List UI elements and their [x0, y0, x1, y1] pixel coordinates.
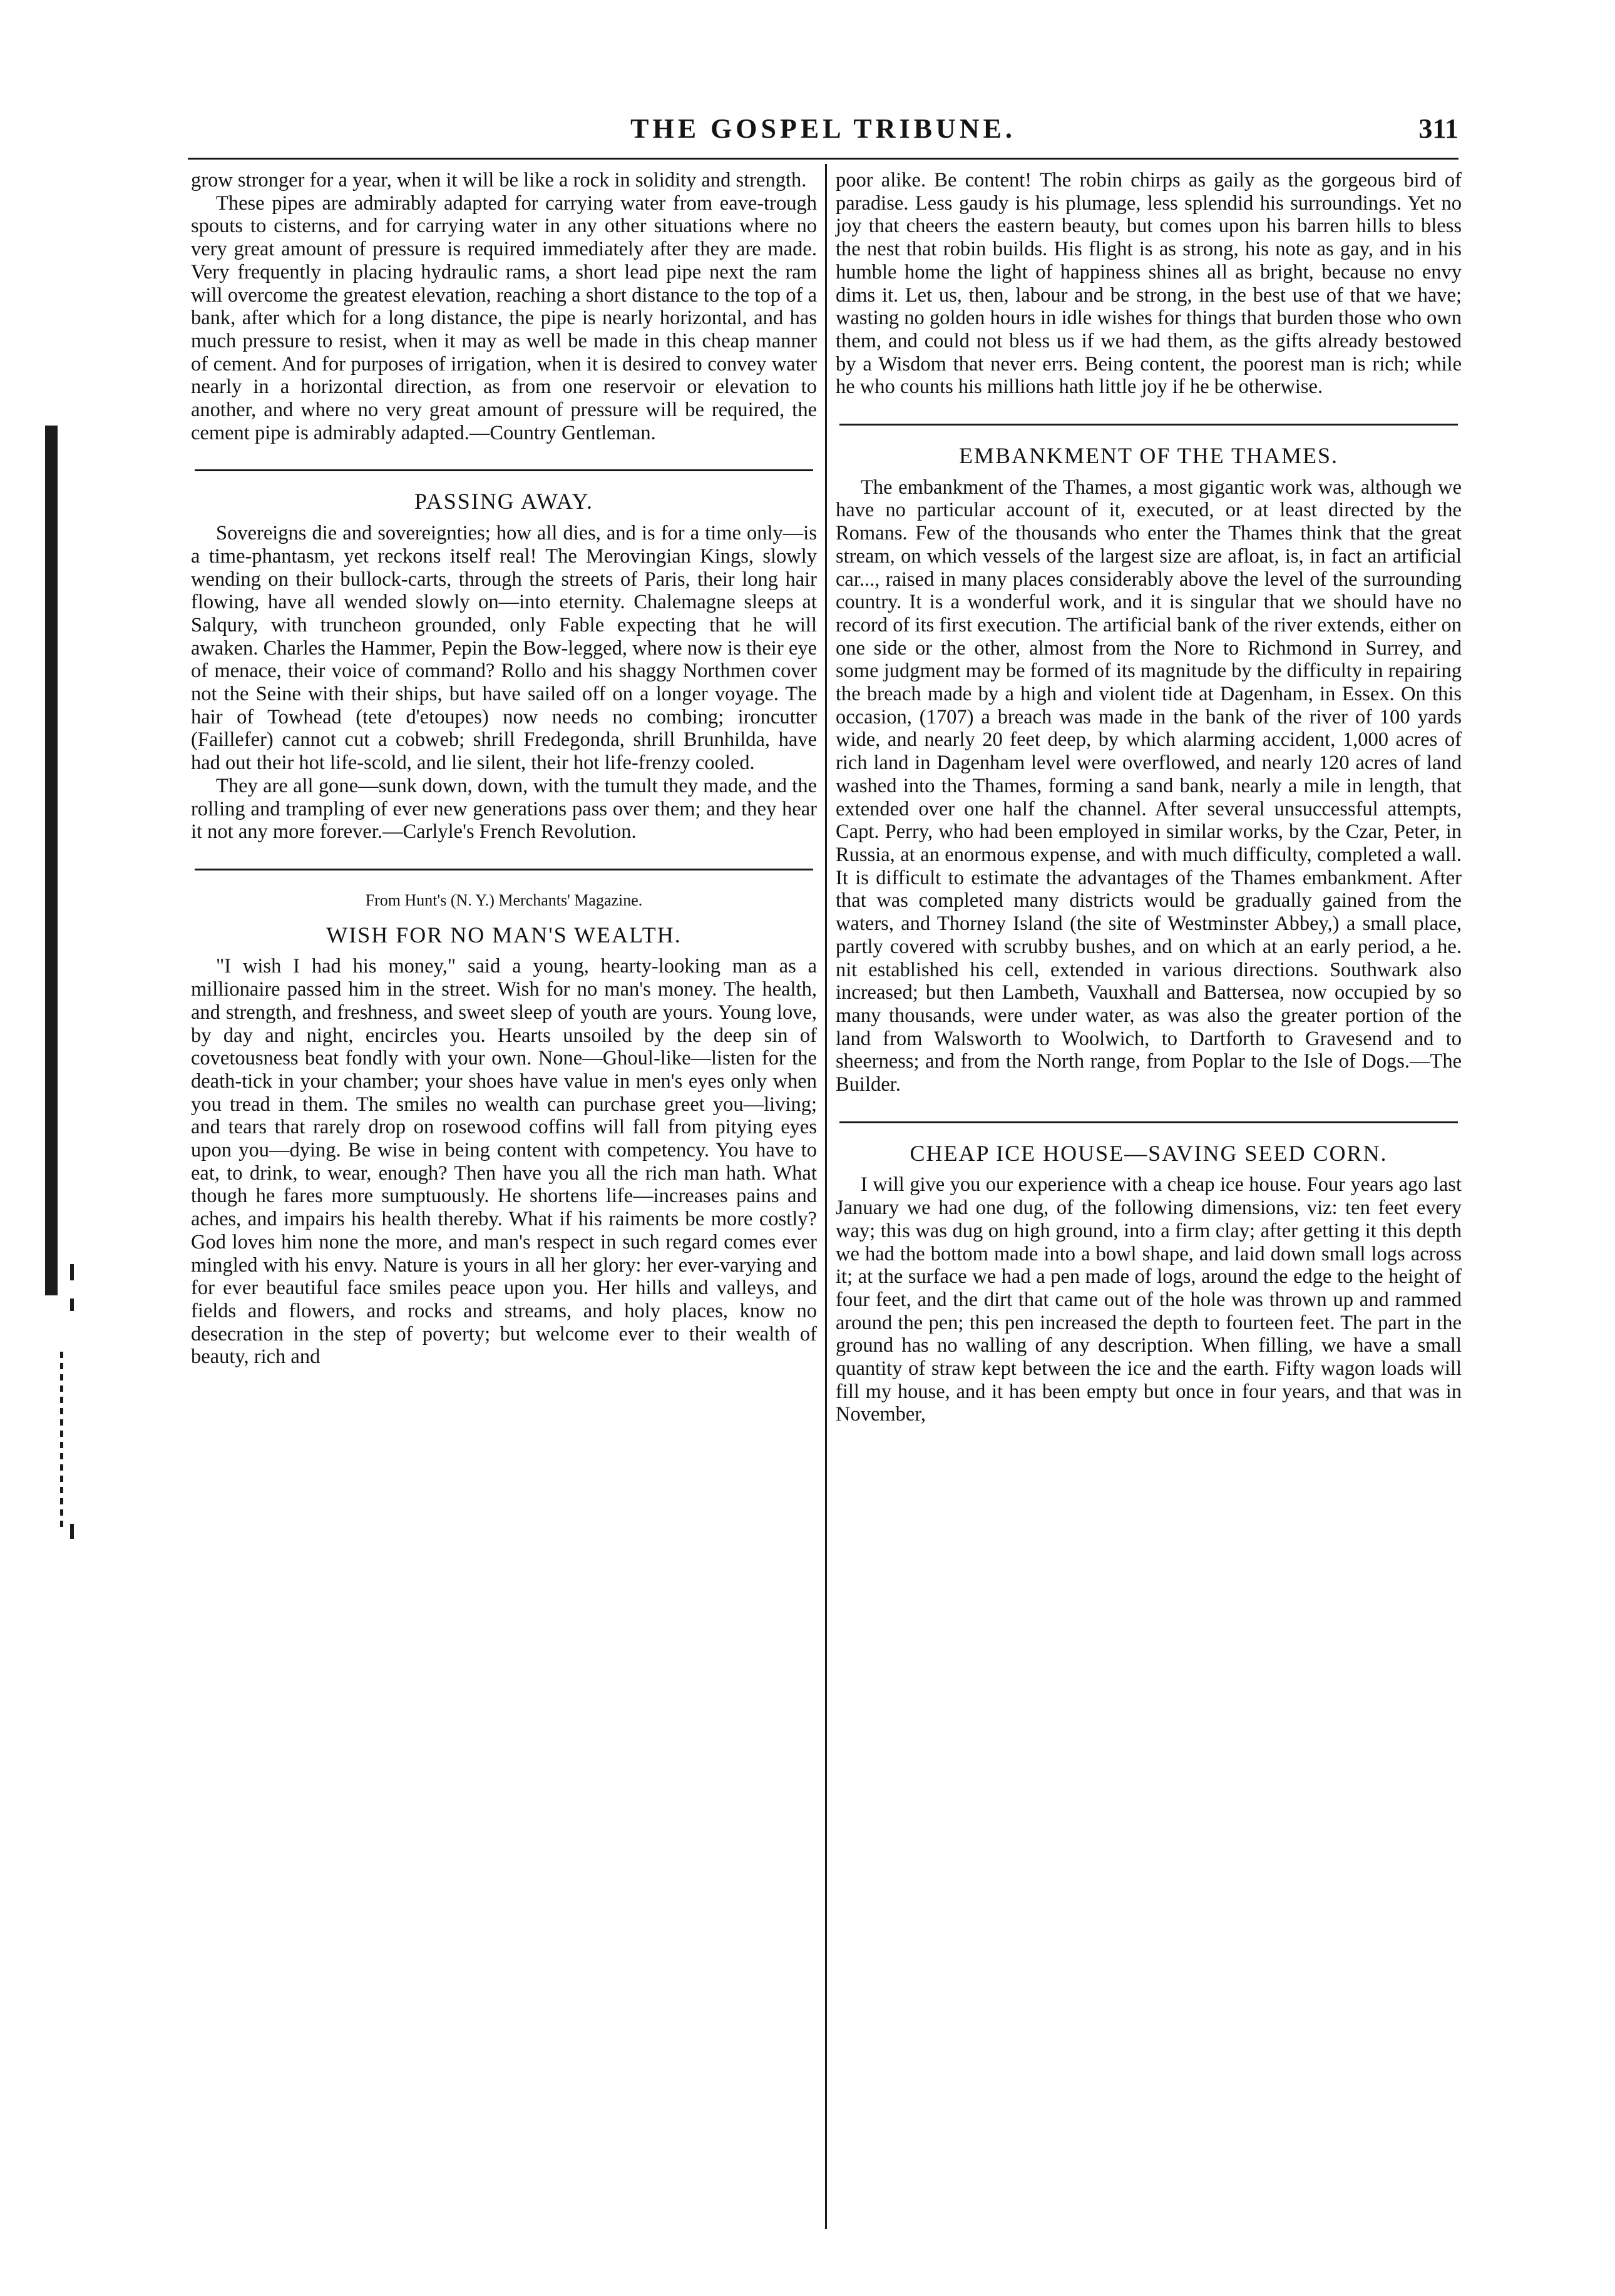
article-source: From Hunt's (N. Y.) Merchants' Magazine.	[365, 890, 643, 909]
ice-paragraph: I will give you our experience with a cheap ice house. Four years ago last January we had one dug, of the following dimensions, viz: ten feet every way; this was dug on high ground, into a firm clay; after getting it this depth we had the bottom made into a bowl shape, and laid down small logs across it; at the surface we had a pen made of logs, around the edge to the height of four feet, and the dirt that came out of the hole was thrown up and rammed around the pen; this pen increased the depth to fourteen feet. The part in the ground has no walling of any description. When filling, we have a small quantity of straw kept between the ice and the earth. Fifty wagon loads will fill my house, and it has been empty but once in four years, and that was in November,	[836, 1173, 1462, 1426]
wish-paragraph: "I wish I had his money," said a young, hearty-looking man as a millionaire passed him in the street. Wish for no man's money. The health, and strength, and freshness, and sweet sleep of youth are yours. Young love, by day and night, encircles you. Hearts unsoiled by the deep sin of covetousness beat fondly with your own. None—Ghoul-like—listen for the death-tick in your chamber; your shoes have value in men's eyes only when you tread in them. The smiles no wealth can purchase greet you—living; and tears that rarely drop on rosewood coffins will fall from pitying eyes upon you—dying. Be wise in being content with competency. You have to eat, to drink, to wear, enough? Then have you all the rich man hath. What though he fares more sumptuously. He shortens life—increases pains and aches, and impairs his health thereby. What if his raiments be more costly? God loves him none the more, and man's respect in such regard comes ever mingled with his envy. Nature is yours in all her glory: her ever-varying and for ever beautiful face smiles peace upon you. Her hills and valleys, and fields and flowers, and rocks and streams, and holy places, know no desecration in the step of poverty; but welcome ever to their wealth of beauty, rich and	[191, 955, 817, 1369]
cement-paragraph: These pipes are admirably adapted for carrying water from eave-trough spouts to cisterns, and for carrying water in any other situations where no very great amount of pressure is required immediately after they are made. Very frequently in placing hydraulic rams, a short lead pipe next the ram will overcome the greatest elevation, reaching a short distance to the top of a bank, after which for a long distance, the pipe is nearly horizontal, and has much pressure to resist, when it may as well be made in this cheap manner of cement. And for purposes of irrigation, when it is desired to convey water nearly in a horizontal direction, as from one reservoir or elevation to another, and where no very great amount of pressure will be required, the cement pipe is admirably adapted.—Country Gentleman.	[191, 191, 817, 444]
column-divider	[825, 164, 827, 2229]
article-title-ice-house: CHEAP ICE HOUSE—SAVING SEED CORN.	[910, 1140, 1388, 1166]
publication-title: THE GOSPEL TRIBUNE.	[630, 113, 1016, 144]
section-rule	[839, 424, 1458, 426]
section-rule	[839, 1121, 1458, 1123]
scan-margin-tick	[70, 1299, 74, 1311]
article-title-passing-away: PASSING AWAY.	[414, 489, 593, 514]
scan-margin-tick	[70, 1264, 74, 1280]
thames-paragraph: The embankment of the Thames, a most gigantic work was, although we have no particular account of it, executed, or at least directed by the Romans. Few of the thousands who enter the Thames think that the great stream, on which vessels of the largest size are afloat, is, in fact an artificial car..., raised in many places considerably above the level of the surrounding country. It is a wonderful work, and it is singular that we should have no record of its first execution. The artificial bank of the river extends, either on one side or the other, almost from the Nore to Richmond in Surrey, and some judgment may be formed of its magnitude by the difficulty in repairing the breach made by a high and violent tide at Dagenham, in Essex. On this occasion, (1707) a breach was made in the bank of the river of 100 yards wide, and nearly 20 feet deep, by which alarming accident, 1,000 acres of rich land in Dagenham level were overflowed, and nearly 120 acres of land washed into the Thames, forming a sand bank, nearly a mile in length, that extended over one half the channel. After several unsuccessful attempts, Capt. Perry, who had been employed in similar works, by the Czar, Peter, in Russia, at an enormous expense, and with much difficulty, completed a wall. It is difficult to estimate the advantages of the Thames embankment. After that was completed many districts would be gradually gained from the waters, and Thorney Island (the site of Westminster Abbey,) a small place, partly covered with scrubby bushes, and on which at an early period, a he. nit established his cell, extended in various directions. Southwark also increased; but then Lambeth, Vauxhall and Battersea, now occupied by so many thousands, were under water, as was also the greater portion of the land from Walsworth to Woolwich, to Dartforth to Gravesend and to sheerness; and from the North range, from Poplar to the Isle of Dogs.—The Builder.	[836, 476, 1462, 1096]
running-head	[188, 108, 1459, 151]
article-title-thames: EMBANKMENT OF THE THAMES.	[958, 443, 1339, 469]
wish-continuation: poor alike. Be content! The robin chirps as gaily as the gorgeous bird of paradise. Less gaudy is his plumage, less splendid his surroundings. Yet no joy that cheers the eastern beauty, but comes upon his barren hills to bless the nest that robin builds. His flight is as strong, his note as gay, and in his humble home the light of happiness shines all as bright, because no envy dims it. Let us, then, labour and be strong, in the best use of that we have; wasting no golden hours in idle wishes for things that burden those who own them, and could not bless us if we had them, as the gifts already bestowed by a Wisdom that never errs. Being content, the poorest man is rich; while he who counts his millions hath little joy if he be otherwise.	[836, 169, 1462, 399]
passing-paragraph: They are all gone—sunk down, down, with the tumult they made, and the rolling and trampling of ever new generations pass over them; and they hear it not any more forever.—Carlyle's French Revolution.	[191, 774, 817, 844]
right-column	[836, 169, 1462, 1426]
cement-paragraph: grow stronger for a year, when it will be like a rock in solidity and strength.	[191, 169, 807, 191]
header-rule	[188, 158, 1459, 160]
left-column	[191, 169, 817, 1369]
scan-margin-tick	[70, 1524, 74, 1539]
section-rule	[195, 469, 813, 471]
section-rule	[195, 869, 813, 870]
page-number: 311	[1418, 113, 1459, 144]
passing-paragraph: Sovereigns die and sovereignties; how all dies, and is for a time only—is a time-phantasm, yet reckons itself real! The Merovingian Kings, slowly wending on their bullock-carts, through the streets of Paris, their long hair flowing, have all wended slowly on—into eternity. Chalemagne sleeps at Salqury, with truncheon grounded, only Fable expecting that he will awaken. Charles the Hammer, Pepin the Bow-legged, where now is their eye of menace, their voice of command? Rollo and his shaggy Northmen cover not the Seine with their ships, but have sailed off on a longer voyage. The hair of Towhead (tete d'etoupes) now needs no combing; ironcutter (Faillefer) cannot cut a cobweb; shrill Fredegonda, shrill Brunhilda, have had out their hot life-scold, and lie silent, their hot life-frenzy cooled.	[191, 522, 817, 775]
scan-margin-mark	[45, 426, 58, 1295]
scan-margin-dashes	[60, 1352, 63, 1527]
article-title-wish: WISH FOR NO MAN'S WEALTH.	[326, 922, 682, 947]
